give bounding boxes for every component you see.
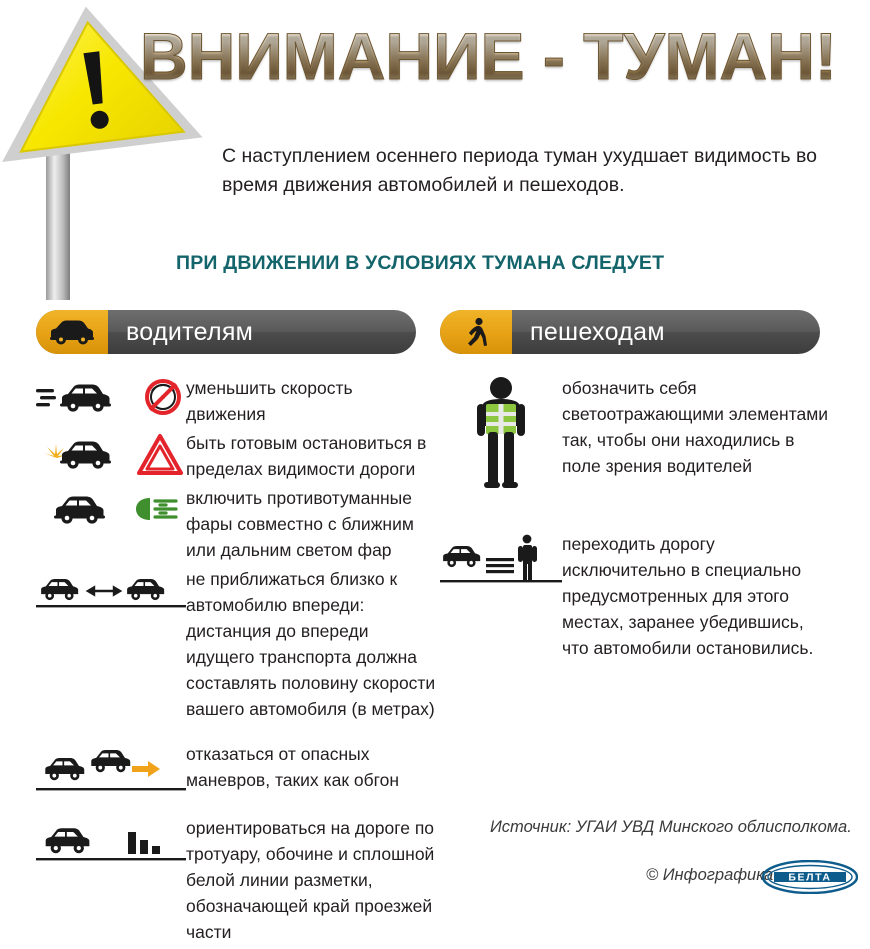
list-item-text: переходить дорогу исключительно в специально предусмотренных для этого местах, заранее убедившись, что автомобили остановились. <box>562 534 814 658</box>
svg-text:БЕЛТА: БЕЛТА <box>788 871 832 884</box>
list-item <box>36 814 436 945</box>
intro-text: С наступлением осеннего периода туман ухудшает видимость во время движения автомобилей и пешеходов. <box>222 145 817 196</box>
pedestrians-header-label: пешеходам <box>530 317 665 346</box>
pedestrian-reflective-vest-icon <box>440 374 562 496</box>
list-item-text: обозначить себя светоотражающими элементами так, чтобы они находились в поле зрения водителей <box>562 378 829 476</box>
car-road-marking-icon <box>36 814 186 872</box>
list-item <box>36 374 436 427</box>
header <box>0 0 870 132</box>
drivers-header-label: водителям <box>126 317 254 346</box>
two-cars-distance-icon <box>36 565 186 617</box>
pedestrians-column-header <box>440 310 820 354</box>
list-item-text: включить противотуманные фары совместно с ближним или дальним светом фар <box>186 488 414 560</box>
list-item <box>36 429 436 482</box>
drivers-list <box>36 374 436 949</box>
belta-logo <box>762 860 858 894</box>
list-item <box>36 484 436 563</box>
list-item <box>440 530 840 661</box>
list-item-text: быть готовым остановиться в пределах видимости дороги <box>186 433 427 479</box>
crosswalk-car-pedestrian-icon <box>440 530 562 596</box>
list-item <box>36 565 436 722</box>
car-speed-limit-icon <box>36 374 186 422</box>
source-text: Источник: УГАИ УВД Минского облисполкома. <box>490 818 852 836</box>
list-item <box>36 740 436 798</box>
credit-text: © Инфографика <box>646 866 774 884</box>
list-item-text: уменьшить скорость движения <box>186 378 353 424</box>
car-icon <box>36 310 108 354</box>
car-overtaking-icon <box>36 740 186 798</box>
list-item-text: отказаться от опасных маневров, таких как обгон <box>186 744 399 790</box>
car-hazard-warning-triangle-icon <box>36 429 186 481</box>
list-item-text: ориентироваться на дороге по тротуару, обочине и сплошной белой линии разметки, обозначающей край проезжей части <box>186 818 435 942</box>
pedestrians-list <box>440 374 840 665</box>
car-fog-lights-icon <box>36 484 186 536</box>
pedestrian-icon <box>440 310 512 354</box>
section-title: ПРИ ДВИЖЕНИИ В УСЛОВИЯХ ТУМАНА СЛЕДУЕТ <box>176 252 665 274</box>
list-item-text: не приближаться близко к автомобилю впереди: дистанция до впереди идущего транспорта должна составлять половину скорости вашего автомобиля (в метрах) <box>186 569 436 719</box>
list-item <box>440 374 840 496</box>
drivers-column-header <box>36 310 416 354</box>
page-title: ВНИМАНИЕ - ТУМАН! <box>140 19 837 93</box>
